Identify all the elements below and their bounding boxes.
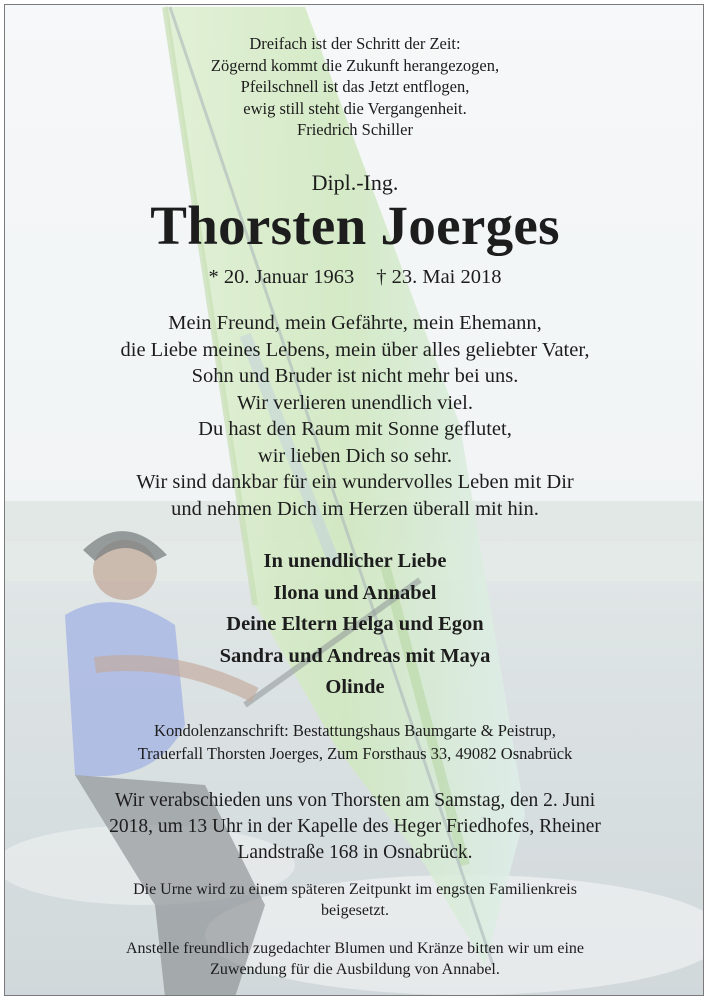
birth-date: * 20. Januar 1963 [208, 266, 355, 288]
poem-block [5, 33, 704, 141]
message-line: wir lieben Dich so sehr. [257, 444, 453, 467]
ceremony-line: Landstraße 168 in Osnabrück. [237, 842, 473, 863]
message-line: und nehmen Dich im Herzen überall mit hin. [171, 497, 539, 520]
ceremony-notice [5, 788, 704, 866]
poem-line: Zögernd kommt die Zukunft herangezogen, [210, 55, 500, 75]
mourners-line: Ilona und Annabel [273, 581, 437, 604]
urn-line: Die Urne wird zu einem späteren Zeitpunkt im engsten Familienkreis [133, 881, 577, 898]
urn-line: beigesetzt. [321, 902, 389, 919]
poem-line: ewig still steht die Vergangenheit. [243, 98, 467, 118]
message-line: die Liebe meines Lebens, mein über alles geliebter Vater, [120, 338, 590, 361]
condolence-line: Trauerfall Thorsten Joerges, Zum Forsthaus 33, 49082 Osnabrück [137, 744, 573, 763]
message-line: Sohn und Bruder ist nicht mehr bei uns. [191, 365, 519, 387]
deceased-name: Thorsten Joerges [150, 195, 560, 256]
poem-author: Friedrich Schiller [297, 120, 413, 139]
condolence-address [5, 719, 704, 765]
mourners-line: Deine Eltern Helga und Egon [226, 613, 484, 635]
urn-notice [5, 879, 704, 921]
poem-line: Pfeilschnell ist das Jetzt entflogen, [240, 77, 470, 96]
donation-line: Zuwendung für die Ausbildung von Annabel. [210, 961, 500, 978]
message-line: Wir verlieren unendlich viel. [237, 391, 473, 414]
mourners-line: In unendlicher Liebe [263, 550, 447, 572]
mourners-line: Sandra und Andreas mit Maya [219, 644, 491, 667]
death-date: † 23. Mai 2018 [376, 266, 502, 288]
obituary-frame [4, 4, 704, 996]
ceremony-line: Wir verabschieden uns von Thorsten am Samstag, den 2. Juni [114, 790, 596, 811]
message-line: Wir sind dankbar für ein wundervolles Leben mit Dir [136, 471, 574, 493]
mourners-line: Olinde [325, 676, 385, 698]
life-dates [5, 264, 704, 290]
message-line: Du hast den Raum mit Sonne geflutet, [198, 418, 512, 440]
poem-line: Dreifach ist der Schritt der Zeit: [249, 34, 461, 53]
mourners-list [5, 546, 704, 704]
ceremony-line: 2018, um 13 Uhr in der Kapelle des Heger Friedhofes, Rheiner [109, 816, 601, 837]
condolence-line: Kondolenzanschrift: Bestattungshaus Baumgarte & Peistrup, [154, 721, 556, 740]
donation-line: Anstelle freundlich zugedachter Blumen und Kränze bitten wir um eine [125, 940, 585, 957]
farewell-message [5, 310, 704, 522]
donation-notice [5, 938, 704, 980]
message-line: Mein Freund, mein Gefährte, mein Ehemann, [168, 312, 542, 334]
academic-title: Dipl.-Ing. [311, 170, 399, 195]
